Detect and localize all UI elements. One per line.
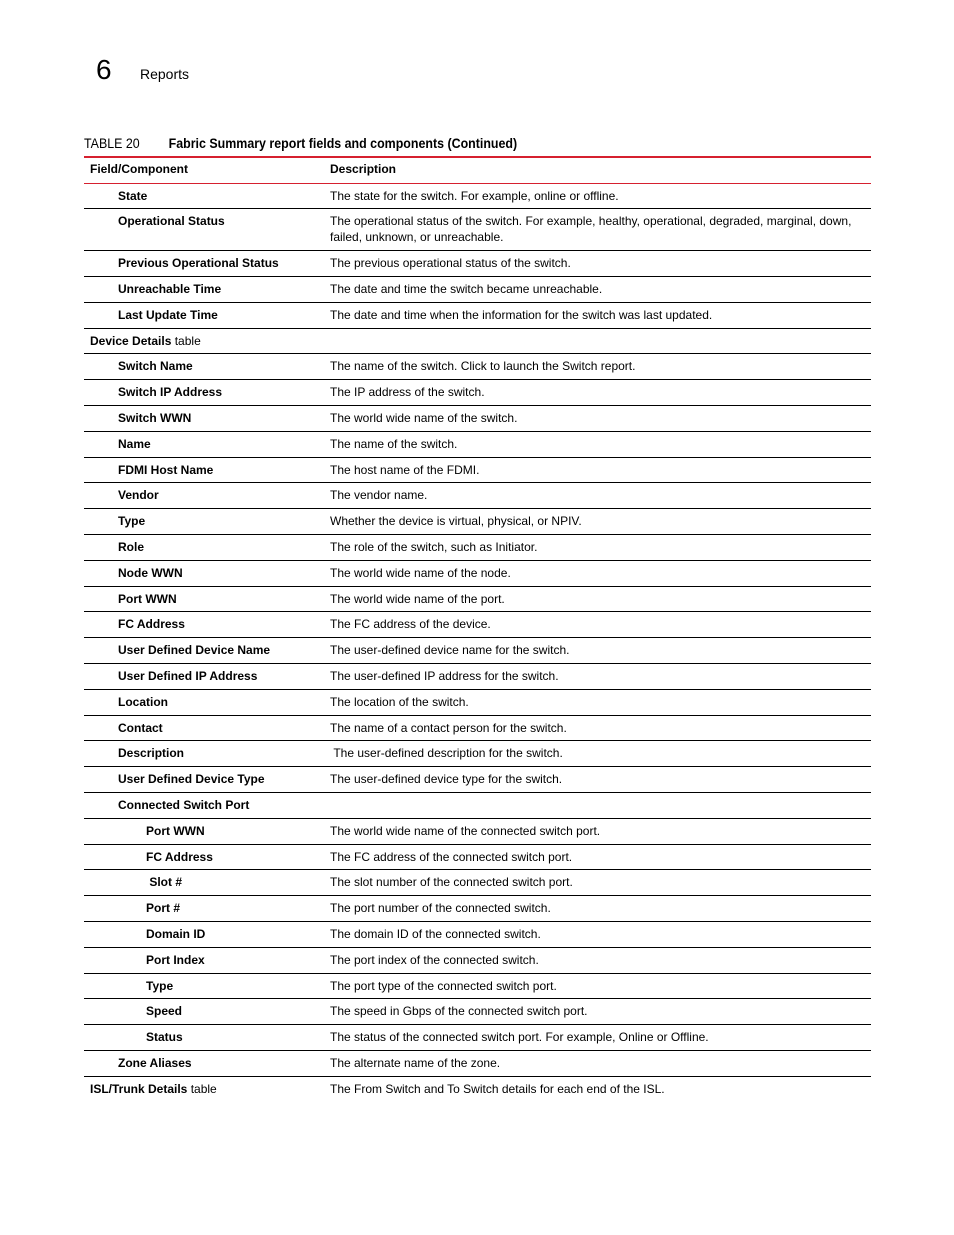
- field-cell: [84, 354, 324, 380]
- field-name: Zone Aliases: [118, 1056, 192, 1070]
- description-cell: The status of the connected switch port. For example, Online or Offline.: [324, 1025, 871, 1051]
- field-cell: [84, 457, 324, 483]
- description-cell: The IP address of the switch.: [324, 380, 871, 406]
- field-cell: [84, 509, 324, 535]
- field-name: State: [118, 188, 148, 203]
- field-cell: [84, 1051, 324, 1077]
- field-cell: [84, 251, 324, 277]
- table-row: [84, 354, 871, 380]
- description-cell: The date and time the switch became unreachable.: [324, 277, 871, 303]
- field-name: ISL/Trunk Details: [90, 1081, 188, 1096]
- field-name: Node WWN: [118, 565, 183, 580]
- field-cell: [84, 380, 324, 406]
- field-cell: [84, 183, 324, 209]
- field-name: Domain ID: [146, 927, 206, 942]
- field-name: Device Details: [90, 333, 172, 348]
- field-name: Switch WWN: [118, 411, 192, 426]
- description-cell: The user-defined IP address for the switch.: [324, 664, 871, 690]
- description-cell: The world wide name of the node.: [324, 560, 871, 586]
- table-caption: [84, 134, 807, 154]
- field-name: Status: [146, 1030, 183, 1045]
- table-row: [84, 741, 871, 767]
- table-caption-title: Fabric Summary report fields and components (Continued): [168, 136, 518, 151]
- table-row: [84, 302, 871, 328]
- field-name: Type: [118, 514, 146, 529]
- field-cell: [84, 793, 324, 819]
- field-cell: [84, 302, 324, 328]
- description-cell: The world wide name of the port.: [324, 586, 871, 612]
- table-row: [84, 380, 871, 406]
- field-cell: [84, 689, 324, 715]
- description-cell: The user-defined device type for the switch.: [324, 767, 871, 793]
- field-name: Port Index: [146, 952, 205, 967]
- field-name: Switch Name: [118, 359, 193, 374]
- table-row: [84, 431, 871, 457]
- description-cell: The name of the switch.: [324, 431, 871, 457]
- field-cell: [84, 209, 324, 251]
- table-row: [84, 1076, 871, 1102]
- table-row: [84, 483, 871, 509]
- field-name: Port WWN: [146, 823, 205, 838]
- table-row: [84, 896, 871, 922]
- field-cell: [84, 431, 324, 457]
- table-row: [84, 328, 871, 354]
- description-cell: The port type of the connected switch port.: [324, 973, 871, 999]
- field-cell: [84, 277, 324, 303]
- field-name: User Defined IP Address: [118, 669, 258, 684]
- description-cell: Whether the device is virtual, physical, or NPIV.: [324, 509, 871, 535]
- table-row: [84, 870, 871, 896]
- field-name: Type: [146, 978, 174, 993]
- description-cell: The user-defined device name for the switch.: [324, 638, 871, 664]
- field-name: Slot #: [146, 875, 183, 890]
- field-name: User Defined Device Name: [118, 643, 271, 658]
- chapter-title: Reports: [140, 66, 190, 82]
- field-cell: [84, 922, 324, 948]
- table-row: [84, 277, 871, 303]
- description-cell: [324, 328, 871, 354]
- table-row: [84, 509, 871, 535]
- field-name: FC Address: [118, 617, 185, 632]
- description-cell: The domain ID of the connected switch.: [324, 922, 871, 948]
- description-cell: The world wide name of the connected switch port.: [324, 818, 871, 844]
- field-cell: [84, 1076, 324, 1102]
- description-cell: The slot number of the connected switch port.: [324, 870, 871, 896]
- field-cell: [84, 973, 324, 999]
- fabric-summary-table: [84, 158, 871, 1102]
- field-cell: [84, 328, 324, 354]
- description-cell: The host name of the FDMI.: [324, 457, 871, 483]
- field-cell: [84, 638, 324, 664]
- table-row: [84, 586, 871, 612]
- table-row: [84, 560, 871, 586]
- field-cell: [84, 844, 324, 870]
- field-name: Vendor: [118, 488, 159, 503]
- field-cell: [84, 535, 324, 561]
- field-name: Last Update Time: [118, 307, 218, 322]
- table-row: [84, 767, 871, 793]
- column-header-field: Field/Component: [84, 158, 324, 183]
- field-name: Name: [118, 436, 151, 451]
- description-cell: The From Switch and To Switch details for each end of the ISL.: [330, 1081, 665, 1096]
- field-cell: [84, 406, 324, 432]
- field-cell: [84, 715, 324, 741]
- table-row: [84, 1051, 871, 1077]
- field-cell: [84, 999, 324, 1025]
- description-cell: The name of the switch. Click to launch the Switch report.: [324, 354, 871, 380]
- table-row: [84, 715, 871, 741]
- table-row: [84, 209, 871, 251]
- table-row: [84, 844, 871, 870]
- field-name: Description: [118, 746, 185, 761]
- field-cell: [84, 896, 324, 922]
- table-header-row: [84, 158, 871, 183]
- table-row: [84, 922, 871, 948]
- field-cell: [84, 560, 324, 586]
- field-name: FDMI Host Name: [118, 462, 214, 477]
- description-cell: The user-defined description for the switch.: [324, 741, 871, 767]
- table-row: [84, 406, 871, 432]
- description-cell: The port index of the connected switch.: [324, 947, 871, 973]
- description-cell: The name of a contact person for the switch.: [324, 715, 871, 741]
- field-suffix: table: [187, 1081, 217, 1096]
- field-cell: [84, 483, 324, 509]
- field-name: Contact: [118, 720, 163, 735]
- description-cell: The role of the switch, such as Initiator.: [324, 535, 871, 561]
- field-cell: [84, 1025, 324, 1051]
- description-cell: The vendor name.: [324, 483, 871, 509]
- table-row: [84, 457, 871, 483]
- column-header-description: Description: [324, 158, 871, 183]
- table-row: [84, 664, 871, 690]
- description-cell: The FC address of the connected switch port.: [324, 844, 871, 870]
- table-row: [84, 638, 871, 664]
- field-name: Port WWN: [118, 591, 177, 606]
- field-cell: [84, 741, 324, 767]
- description-cell: The port number of the connected switch.: [324, 896, 871, 922]
- description-cell: The alternate name of the zone.: [324, 1051, 871, 1077]
- table-row: [84, 947, 871, 973]
- field-suffix: table: [171, 333, 201, 348]
- field-name: Previous Operational Status: [118, 256, 279, 271]
- field-cell: [84, 586, 324, 612]
- field-name: User Defined Device Type: [118, 772, 265, 787]
- field-name: Operational Status: [118, 214, 225, 229]
- table-row: [84, 612, 871, 638]
- table-row: [84, 999, 871, 1025]
- field-name: Port #: [146, 901, 181, 916]
- table-row: [84, 535, 871, 561]
- field-cell: [84, 612, 324, 638]
- table-body: [84, 183, 871, 1102]
- field-name: FC Address: [146, 849, 213, 864]
- description-cell: The state for the switch. For example, online or offline.: [324, 183, 871, 209]
- description-cell: The world wide name of the switch.: [324, 406, 871, 432]
- table-row: [84, 183, 871, 209]
- field-cell: [84, 870, 324, 896]
- field-cell: [84, 947, 324, 973]
- field-name: Speed: [146, 1004, 183, 1019]
- field-name: Connected Switch Port: [118, 798, 250, 813]
- description-cell: The location of the switch.: [324, 689, 871, 715]
- field-cell: [84, 818, 324, 844]
- description-cell: The speed in Gbps of the connected switch port.: [324, 999, 871, 1025]
- table-row: [84, 1025, 871, 1051]
- table-row: [84, 973, 871, 999]
- description-cell: The operational status of the switch. For example, healthy, operational, degraded, marginal, down, failed, unknown, or unreachable.: [324, 209, 871, 251]
- description-cell: The date and time when the information for the switch was last updated.: [324, 302, 871, 328]
- table-row: [84, 793, 871, 819]
- field-name: Switch IP Address: [118, 385, 223, 400]
- table-caption-label: TABLE 20: [84, 136, 140, 151]
- field-cell: [84, 767, 324, 793]
- field-cell: [84, 664, 324, 690]
- table-row: [84, 689, 871, 715]
- description-cell: The previous operational status of the switch.: [324, 251, 871, 277]
- field-name: Location: [118, 694, 168, 709]
- table-row: [84, 818, 871, 844]
- description-cell: The FC address of the device.: [324, 612, 871, 638]
- field-name: Role: [118, 540, 145, 555]
- chapter-number: 6: [96, 54, 112, 85]
- description-cell: [324, 793, 871, 819]
- table-row: [84, 251, 871, 277]
- field-name: Unreachable Time: [118, 282, 222, 297]
